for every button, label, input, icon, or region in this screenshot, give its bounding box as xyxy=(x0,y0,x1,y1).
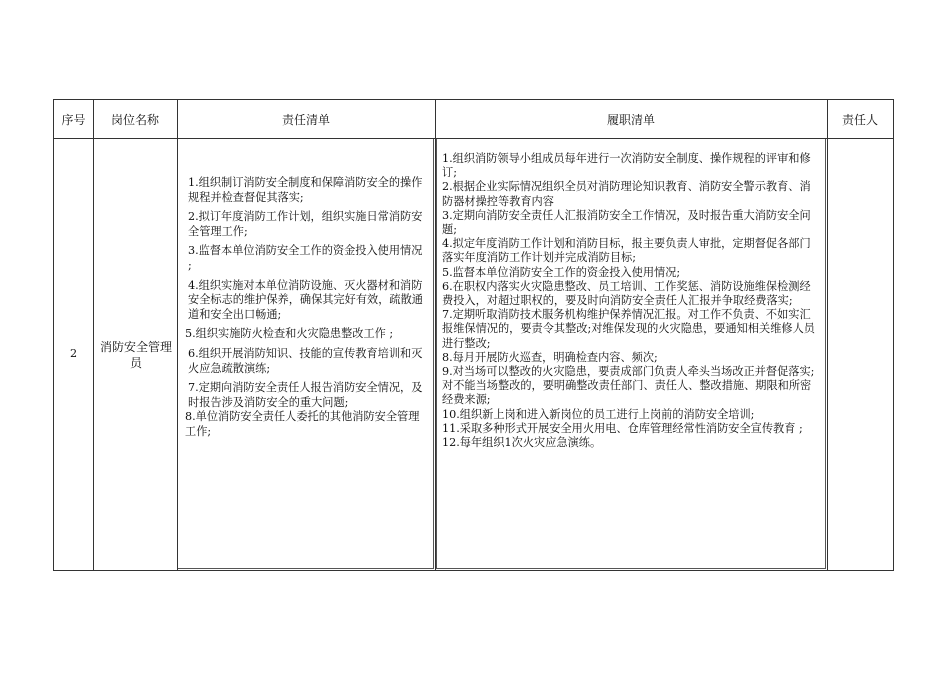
responsibility-item: 5.组织实施防火检查和火灾隐患整改工作 ; xyxy=(185,327,394,341)
duties-item: 7.定期听取消防技术服务机构维护保养情况汇报。对工作不负责、不如实汇报维保情况的，要责令其整改;对维保发现的火灾隐患，要通知相关维修人员进行整改; xyxy=(442,308,815,350)
row-seq: 2 xyxy=(69,347,78,361)
row-seq-cell xyxy=(54,139,93,570)
duties-item: 2.根据企业实际情况组织全员对消防理论知识教育、消防安全警示教育、消防器材操控等教育内容 xyxy=(442,180,811,208)
header-duties: 履职清单 xyxy=(606,112,655,127)
duties-item: 1.组织消防领导小组成员每年进行一次消防安全制度、操作规程的评审和修订; xyxy=(442,152,811,180)
duties-item: 6.在职权内落实火灾隐患整改、员工培训、工作奖惩、消防设施维保检测经费投入，对超过职权的，要及时向消防安全责任人汇报并争取经费落实; xyxy=(442,279,811,308)
duties-item: 9.对当场可以整改的火灾隐患，要责成部门负责人牵头当场改正并督促落实;对不能当场整改的，要明确整改责任部门、责任人、整改措施、期限和所密经费来源; xyxy=(442,365,815,407)
responsibility-item: 7.定期向消防安全责任人报告消防安全情况，及时报告涉及消防安全的重大问题; xyxy=(188,381,423,409)
row-position: 消防安全管理员 xyxy=(99,339,172,370)
duties-item: 12.每年组织1次火灾应急演练。 xyxy=(442,436,602,450)
header-responsibility: 责任清单 xyxy=(281,112,330,127)
duties-item: 11.采取多种形式开展安全用火用电、仓库管理经常性消防安全宣传教育 ; xyxy=(442,421,803,435)
responsibility-item: 6.组织开展消防知识、技能的宣传教育培训和灭火应急疏散演练; xyxy=(188,346,423,375)
header-position: 岗位名称 xyxy=(110,112,159,127)
duties-item: 5.监督本单位消防安全工作的资金投入使用情况; xyxy=(442,265,681,279)
responsibility-item: 4.组织实施对本单位消防设施、灭火器材和消防安全标志的维护保养，确保其完好有效，疏散通道和安全出口畅通; xyxy=(188,278,423,321)
responsibility-list xyxy=(185,176,427,440)
duties-item: 10.组织新上岗和进入新岗位的员工进行上岗前的消防安全培训; xyxy=(442,407,755,421)
row-position-cell xyxy=(98,139,174,570)
responsibility-item: 1.组织制订消防安全制度和保障消防安全的操作规程并检查督促其落实; xyxy=(188,176,423,204)
duties-item: 3.定期向消防安全责任人汇报消防安全工作情况，及时报告重大消防安全问题; xyxy=(442,208,811,237)
duties-item: 8.每月开展防火巡查，明确检查内容、频次; xyxy=(442,350,658,364)
duty-table xyxy=(53,99,894,571)
header-person: 责任人 xyxy=(841,112,878,127)
duties-list xyxy=(442,152,820,450)
responsibility-item: 8.单位消防安全责任人委托的其他消防安全管理工作; xyxy=(185,410,420,438)
responsibility-item: 3.监督本单位消防安全工作的资金投入使用情况 ; xyxy=(188,244,423,272)
row-person-cell xyxy=(828,139,894,570)
responsibility-item: 2.拟订年度消防工作计划，组织实施日常消防安全管理工作; xyxy=(188,210,423,238)
column-divider xyxy=(93,100,94,570)
header-seq: 序号 xyxy=(61,112,86,127)
duties-item: 4.拟定年度消防工作计划和消防目标，报主要负责人审批，定期督促各部门落实年度消防工作计划并完成消防目标; xyxy=(442,237,811,265)
